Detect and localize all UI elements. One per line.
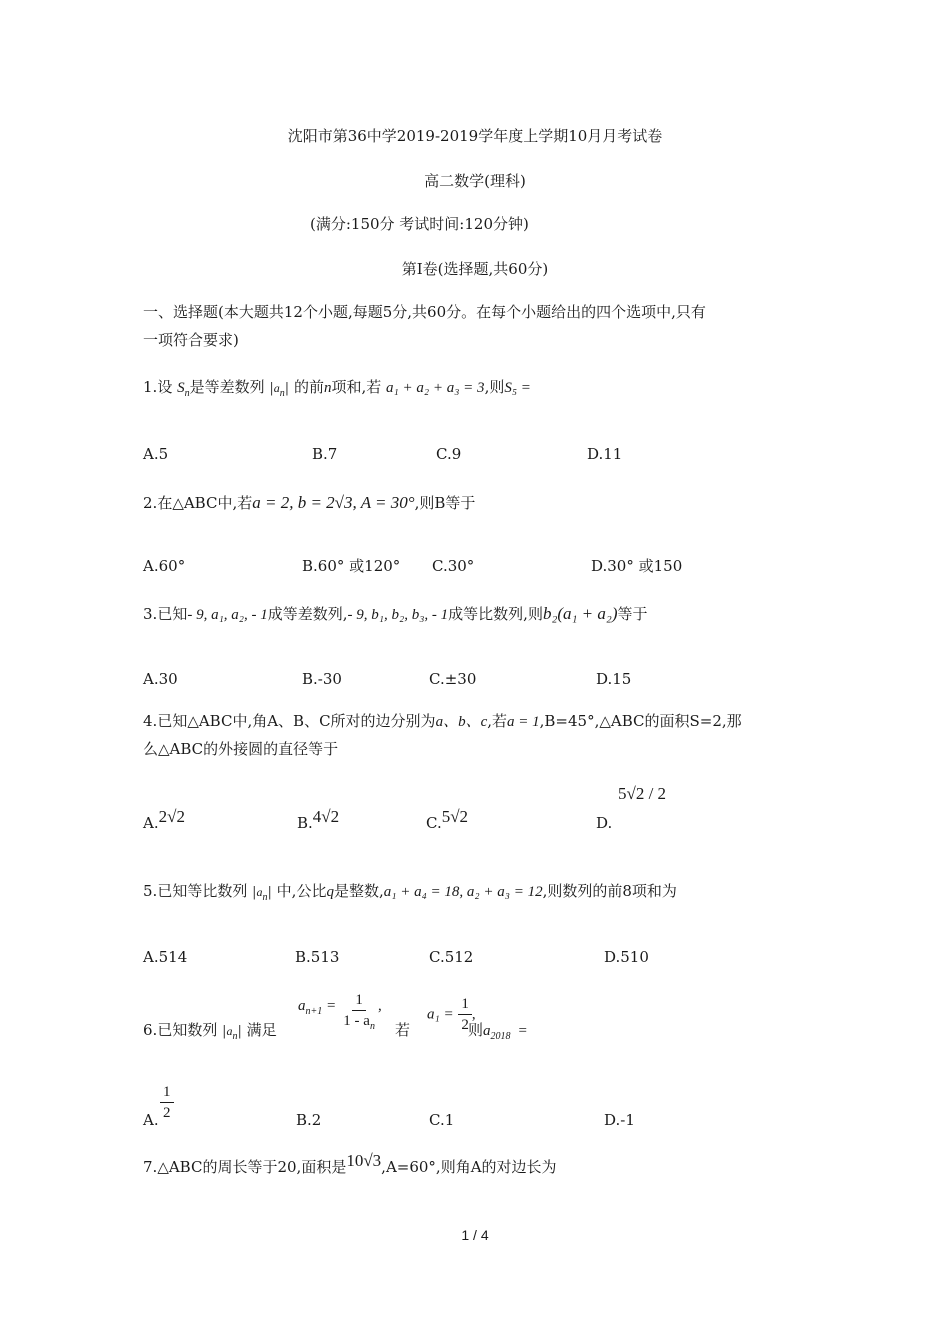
question-number: 6. — [143, 1021, 158, 1039]
math-q: q — [326, 884, 334, 900]
q6-option-b: B.2 — [296, 1111, 322, 1129]
q5-option-d: D.510 — [604, 948, 649, 966]
q4-option-d-label: D. — [596, 814, 613, 832]
question-number: 5. — [143, 882, 158, 900]
question-number: 4. — [143, 712, 158, 730]
q1-option-a: A.5 — [143, 445, 169, 463]
math-seq-arith: - 9, a₁, a₂, - 1 — [187, 607, 268, 623]
math-sum-condition: a₁ + a₂ + a₃ = 3 — [386, 380, 485, 396]
q3-option-d: D.15 — [596, 670, 632, 688]
q6-option-d: D.-1 — [604, 1111, 635, 1129]
q6-option-c: C.1 — [429, 1111, 455, 1129]
math-an: $a_n$ — [256, 885, 268, 903]
q5-option-b: B.513 — [295, 948, 340, 966]
q2-option-d: D.30° 或150 — [591, 557, 683, 575]
exam-subject: 高二数学(理科) — [424, 172, 526, 190]
section-instruction-line1: 一、选择题(本大题共12个小题,每题5分,共60分。在每个小题给出的四个选项中,只有 — [143, 303, 706, 321]
math-an: $a_n$ — [226, 1024, 238, 1042]
math-condition: a₁ + a₄ = 18, a₂ + a₃ = 12 — [383, 884, 543, 900]
q1-option-b: B.7 — [312, 445, 338, 463]
q1-option-c: C.9 — [436, 445, 462, 463]
q2-option-c: C.30° — [432, 557, 475, 575]
q2-option-b: B.60° 或120° — [302, 557, 401, 575]
math-target: a — [483, 1023, 491, 1039]
question-number: 2. — [143, 494, 158, 512]
q4-option-a: A.2√2 — [143, 807, 185, 832]
initial-fraction: $\frac{1}{2}$ — [458, 994, 472, 1035]
question-7: 7.△ABC的周长等于20,面积是10√3,A=60°,则角A的对边长为 — [143, 1151, 557, 1176]
q3-option-b: B.-30 — [302, 670, 342, 688]
q4-option-d-value: 5√2 / 2 — [618, 784, 667, 803]
question-2: 2.在△ABC中,若a = 2, b = 2√3, A = 30°,则B等于 — [143, 493, 476, 512]
question-4-line1: 4.已知△ABC中,角A、B、C所对的边分别为a、b、c,若a = 1,B=45°,△ABC的面积S=2,那 — [143, 712, 742, 730]
part-title: 第Ⅰ卷(选择题,共60分) — [401, 260, 549, 278]
q3-option-a: A.30 — [143, 670, 178, 688]
math-condition: a = 2, b = 2√3, A = 30° — [252, 493, 415, 512]
question-1: 1.设 $S_n$是等差数列 $|a_n|$ 的前n项和,若 a₁ + a₂ + a₃ = 3,则S₅ = — [143, 378, 531, 399]
question-number: 3. — [143, 605, 158, 623]
q5-option-a: A.514 — [143, 948, 188, 966]
math-seq-geom: - 9, b₁, b₂, b₃, - 1 — [347, 607, 449, 623]
question-number: 1. — [143, 378, 158, 396]
q3-option-c: C.±30 — [429, 670, 477, 688]
math-s5: S₅ = — [504, 380, 531, 396]
question-3: 3.已知- 9, a₁, a₂, - 1成等差数列,- 9, b₁, b₂, b₃, - 1成等比数列,则b₂(a₁ + a₂)等于 — [143, 604, 648, 623]
math-sides: a、b、c — [435, 714, 488, 730]
exam-info: (满分:150分 考试时间:120分钟) — [310, 215, 529, 233]
page-number: 1 / 4 — [461, 1227, 489, 1243]
q6-option-a-value: $\frac{1}{2}$ — [160, 1082, 174, 1123]
q4-option-c: C.5√2 — [426, 807, 469, 832]
question-4-line2: 么△ABC的外接圆的直径等于 — [143, 740, 339, 758]
math-area: 10√3 — [346, 1151, 382, 1170]
exam-page: 沈阳市第36中学2019-2019学年度上学期10月月考试卷 高二数学(理科) (满分:150分 考试时间:120分钟) 第Ⅰ卷(选择题,共60分) 一、选择题(本大题共12个小题,每题5分,共60分。在每个小题给出的四个选项中,只有 一项符合要求) 1.设 $S_n$是等差数列 $|a_n|$ 的前n项和,若 a₁ + a₂ + a₃ = 3,则S₅ = A.5 B.7 C.9 D.11 2.在△ABC中,若a = 2, b = 2√3, A = 30°,则B等于 A.60° B.60° 或120° C.30° D.30° 或150 3.已知- 9, a₁, a₂, - 1成等差数列,- 9, b₁, b₂, b₃, - 1成等比数列,则b₂(a₁ + a₂)等于 A.30 B.-30 C.±30 D.15 4.已知△ABC中,角A、B、C所对的边分别为a、b、c,若a = 1,B=45°,△ABC的面积S=2,那 么△ABC的外接圆的直径等于 A.2√2 B.4√2 C.5√2 D. 5√2 / 2 5.已知等比数列 $|a_n|$ 中,公比q是整数,a₁ + a₄ = 18, a₂ + a₃ = 12,则数列的前8项和为 A.514 B.513 C.512 D.510 6.已知数列 $|a_n|$ 满足 $a^{n+1}$ = $\frac{1}{1 - a_n}$ , 若 a₁ = $\frac{1}{2}$ , 则$a_{2018}$ = A. $\frac{1}{2}$ B.2 C.1 D.-1 7.△ABC的周长等于20,面积是10√3,A=60°,则角A的对边长为 1 / 4 — [0, 0, 950, 1344]
q1-option-d: D.11 — [587, 445, 623, 463]
section-instruction-line2: 一项符合要求) — [143, 331, 239, 349]
question-5: 5.已知等比数列 $|a_n|$ 中,公比q是整数,a₁ + a₄ = 18, a₂ + a₃ = 12,则数列的前8项和为 — [143, 882, 677, 903]
math-an: $a_n$ — [273, 381, 285, 399]
question-6: 6.已知数列 $|a_n|$ 满足 — [143, 1021, 277, 1042]
q5-option-c: C.512 — [429, 948, 474, 966]
q4-option-b: B.4√2 — [297, 807, 340, 832]
q2-option-a: A.60° — [143, 557, 186, 575]
math-initial-value: a₁ = $\frac{1}{2}$ , — [427, 996, 476, 1033]
question-number: 7. — [143, 1158, 158, 1176]
math-condition: a = 1 — [507, 714, 540, 730]
exam-title: 沈阳市第36中学2019-2019学年度上学期10月月考试卷 — [287, 127, 663, 145]
math-recurrence: $a^{n+1}$ = $\frac{1}{1 - a_n}$ , — [298, 990, 382, 1037]
math-expression: b₂(a₁ + a₂) — [542, 604, 618, 623]
recurrence-fraction: $\frac{1}{1 - a_n}$ — [343, 992, 375, 1032]
q6-option-a-label: A. — [143, 1111, 159, 1129]
math-sn: $S_n$ — [177, 380, 190, 399]
